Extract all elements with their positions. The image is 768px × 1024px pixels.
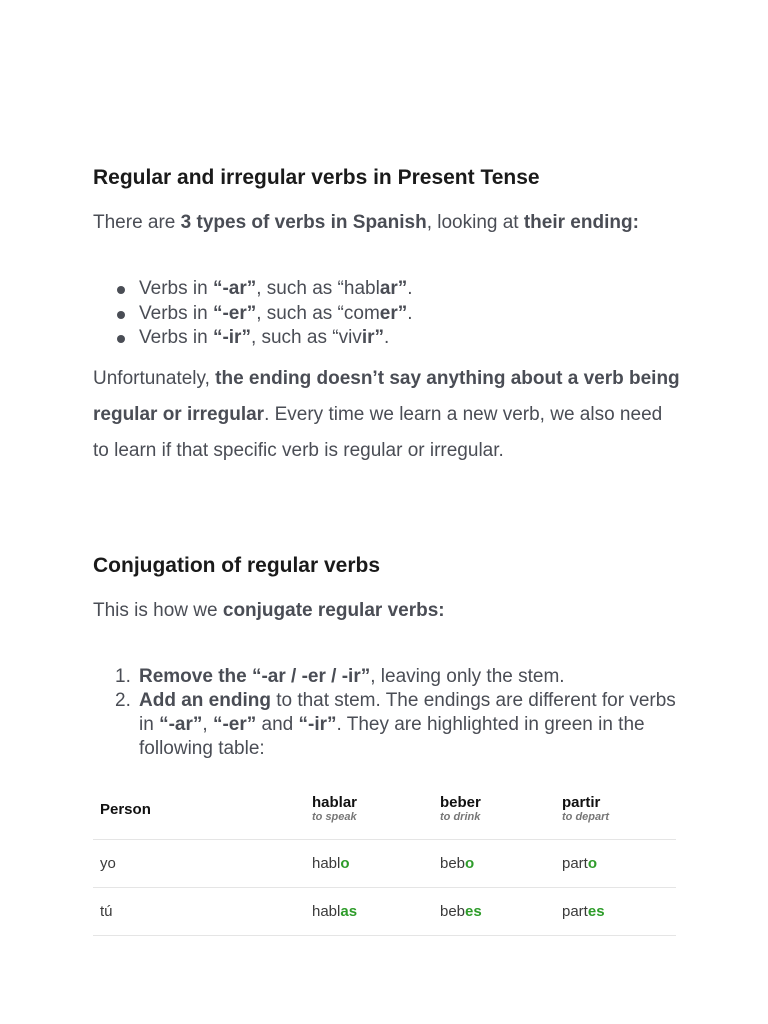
verb-stem: habl	[312, 855, 341, 872]
verb-stem: part	[562, 903, 588, 920]
person-cell: yo	[93, 840, 305, 888]
person-cell: tú	[93, 888, 305, 936]
verb-name: beber	[440, 794, 481, 811]
ending-bold: “-er”	[212, 302, 257, 324]
list-text: Verbs in	[139, 278, 213, 299]
verb-stem: habl	[312, 903, 341, 920]
list-text: .	[384, 327, 390, 348]
step-bold: Remove the “-ar / -er / -ir”	[139, 666, 371, 687]
conjugation-cell	[555, 888, 676, 936]
para-bold: the ending doesn’t say anything about a verb being regular or irregular	[93, 368, 680, 425]
conjugation-table	[93, 780, 676, 936]
step-bold: Add an ending	[139, 690, 271, 711]
intro-paragraph	[93, 212, 639, 234]
list-item	[93, 689, 683, 761]
verb-ending: o	[587, 855, 598, 872]
conjugation-cell	[305, 840, 433, 888]
intro-bold: 3 types of verbs in Spanish	[180, 212, 427, 233]
header-label: Person	[100, 800, 151, 818]
verb-name: partir	[562, 794, 601, 811]
verb-stem: beb	[440, 903, 466, 920]
verb-type-list	[93, 277, 413, 351]
verb-stem: beb	[440, 855, 466, 872]
verb-ending: o	[340, 855, 350, 872]
table-row	[93, 888, 676, 936]
header-verb	[555, 780, 676, 840]
header-verb	[305, 780, 433, 840]
verb-ending: es	[465, 903, 482, 920]
intro-text: This is how we	[93, 600, 223, 621]
step-number: 2.	[115, 690, 131, 711]
table-row	[93, 840, 676, 888]
ending-bold: ir”	[361, 327, 384, 348]
irregular-note-paragraph	[93, 361, 683, 469]
verb-translation: to depart	[562, 811, 610, 823]
bullet-icon	[117, 286, 125, 294]
verb-translation: to drink	[440, 811, 481, 823]
para-text: Unfortunately,	[93, 368, 216, 389]
conjugation-cell	[305, 888, 433, 936]
list-text: Verbs in	[139, 302, 213, 324]
list-item	[93, 277, 413, 302]
ending-bold: “-ar”	[212, 278, 257, 299]
step-text: . They are highlighted in green in the following table:	[139, 714, 645, 759]
list-text: Verbs in	[139, 327, 213, 348]
conjugation-cell	[555, 840, 676, 888]
list-text: , such as “com	[256, 302, 380, 324]
step-text: , leaving only the stem.	[370, 666, 565, 687]
ending-bold: “-ar”	[159, 714, 203, 735]
ending-bold: er”	[379, 302, 408, 324]
conjugation-intro	[93, 600, 445, 622]
verb-stem: part	[562, 855, 588, 872]
step-number: 1.	[115, 666, 131, 687]
bullet-icon	[117, 335, 125, 343]
bullet-icon	[117, 311, 125, 319]
list-item	[93, 326, 413, 351]
ending-bold: “-ir”	[298, 714, 337, 735]
conjugation-steps	[93, 665, 683, 761]
list-item	[93, 665, 683, 689]
step-text: ,	[202, 714, 213, 735]
list-text: , such as “viv	[250, 327, 362, 348]
verb-name: hablar	[312, 794, 358, 811]
table-header-row	[93, 780, 676, 840]
para-text: . Every time we learn a new verb, we also need to learn if that specific verb is regular or irregular.	[93, 404, 663, 461]
list-text: , such as “habl	[256, 278, 380, 299]
verb-ending: o	[465, 855, 475, 872]
step-text: to that stem. The endings are different for verbs in	[139, 690, 676, 735]
intro-text: There are	[93, 212, 181, 233]
list-item	[93, 302, 413, 327]
intro-text: , looking at	[426, 212, 524, 233]
section-title-verbs: Regular and irregular verbs in Present Tense	[93, 166, 540, 189]
verb-translation: to speak	[312, 811, 357, 823]
header-verb	[433, 780, 555, 840]
list-text: .	[407, 278, 413, 299]
ending-bold: ar”	[379, 278, 408, 299]
verb-ending: es	[587, 903, 605, 920]
list-text: .	[407, 302, 413, 324]
conjugation-cell	[433, 840, 555, 888]
verb-ending: as	[340, 903, 358, 920]
section-title-conjugation: Conjugation of regular verbs	[93, 554, 381, 577]
header-person	[93, 780, 305, 840]
intro-bold: conjugate regular verbs:	[222, 600, 445, 621]
intro-bold: their ending:	[523, 212, 639, 233]
step-text: and	[256, 714, 299, 735]
ending-bold: “-er”	[212, 714, 257, 735]
conjugation-cell	[433, 888, 555, 936]
ending-bold: “-ir”	[212, 327, 251, 348]
